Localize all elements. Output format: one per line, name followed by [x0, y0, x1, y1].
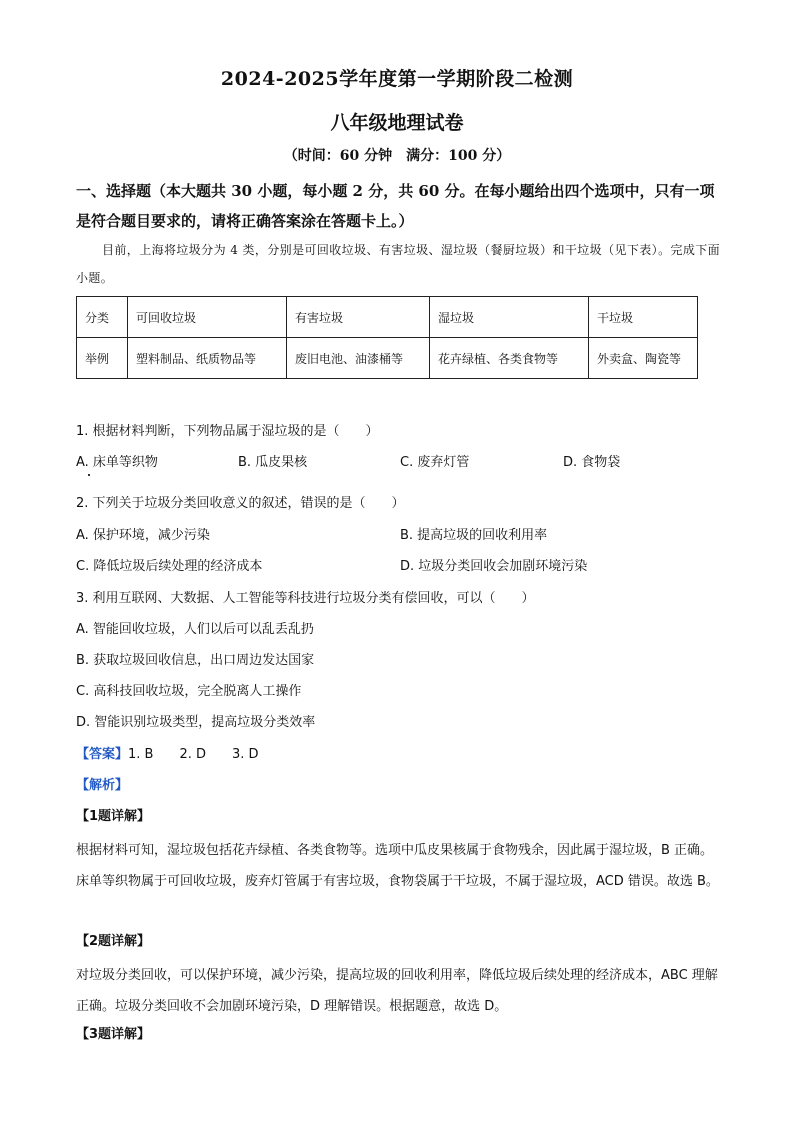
table-row — [77, 338, 698, 379]
exam-meta: （时间：60 分钟 满分：100 分） — [283, 148, 511, 164]
table-cell: 废旧电池、油漆桶等 — [287, 338, 430, 379]
detail-3-label: 【3题详解】 — [76, 1027, 151, 1042]
table-cell: 塑料制品、纸质物品等 — [128, 338, 287, 379]
question-1-stem: 1. 根据材料判断，下列物品属于湿垃圾的是（ ） — [76, 424, 379, 439]
garbage-table — [76, 296, 698, 379]
detail-1-text: 根据材料可知，湿垃圾包括花卉绿植、各类食物等。选项中瓜皮果核属于食物残余，因此属于湿垃圾，B 正确。床单等织物属于可回收垃圾，废弃灯管属于有害垃圾，食物袋属于干垃圾，不属于湿垃圾，ACD 错误。故选 B。 — [76, 843, 719, 889]
table-cell: 花卉绿植、各类食物等 — [430, 338, 589, 379]
table-cell: 可回收垃圾 — [128, 297, 287, 338]
question-1-option-a: A. 床单等织物 — [76, 455, 158, 470]
question-2-option-b: B. 提高垃圾的回收利用率 — [400, 528, 548, 543]
detail-1-label: 【1题详解】 — [76, 809, 151, 824]
exam-subtitle: 八年级地理试卷 — [330, 112, 464, 134]
detail-2-label: 【2题详解】 — [76, 934, 151, 949]
table-row — [77, 297, 698, 338]
table-cell: 湿垃圾 — [430, 297, 589, 338]
exam-title: 2024-2025学年度第一学期阶段二检测 — [220, 68, 574, 90]
question-1-option-b: B. 瓜皮果核 — [238, 455, 308, 470]
analysis-label: 【解析】 — [76, 778, 129, 793]
question-3-option-c: C. 高科技回收垃圾，完全脱离人工操作 — [76, 684, 302, 699]
table-cell: 外卖盒、陶瓷等 — [589, 338, 698, 379]
question-1-option-d: D. 食物袋 — [563, 455, 621, 470]
question-1-option-c: C. 废弃灯管 — [400, 455, 470, 470]
question-3-option-d: D. 智能识别垃圾类型，提高垃圾分类效率 — [76, 715, 316, 730]
question-2-stem: 2. 下列关于垃圾分类回收意义的叙述，错误的是（ ） — [76, 496, 405, 511]
question-3-option-b: B. 获取垃圾回收信息，出口周边发达国家 — [76, 653, 315, 668]
answer-label: 【答案】 — [76, 747, 129, 762]
question-3-option-a: A. 智能回收垃圾，人们以后可以乱丢乱扔 — [76, 622, 314, 637]
table-cell: 干垃圾 — [589, 297, 698, 338]
table-cell: 举例 — [77, 338, 128, 379]
answer-values: 1. B 2. D 3. D — [128, 747, 259, 762]
question-2-option-c: C. 降低垃圾后续处理的经济成本 — [76, 559, 263, 574]
question-3-stem: 3. 利用互联网、大数据、人工智能等科技进行垃圾分类有偿回收，可以（ ） — [76, 591, 535, 606]
question-2-option-d: D. 垃圾分类回收会加剧环境污染 — [400, 559, 588, 574]
section-heading: 一、选择题（本大题共 30 小题，每小题 2 分，共 60 分。在每小题给出四个选项中，只有一项是符合题目要求的，请将正确答案涂在答题卡上。） — [76, 182, 715, 230]
detail-2-text: 对垃圾分类回收，可以保护环境，减少污染，提高垃圾的回收利用率，降低垃圾后续处理的经济成本，ABC 理解正确。垃圾分类回收不会加剧环境污染，D 理解错误。根据题意，故选 D。 — [76, 968, 718, 1014]
material-intro: 目前，上海将垃圾分为 4 类，分别是可回收垃圾、有害垃圾、湿垃圾（餐厨垃圾）和干垃圾（见下表）。完成下面小题。 — [76, 243, 721, 285]
answer-line — [76, 743, 726, 762]
table-cell: 有害垃圾 — [287, 297, 430, 338]
table-cell: 分类 — [77, 297, 128, 338]
question-2-option-a: A. 保护环境，减少污染 — [76, 528, 210, 543]
stray-mark — [88, 474, 90, 476]
